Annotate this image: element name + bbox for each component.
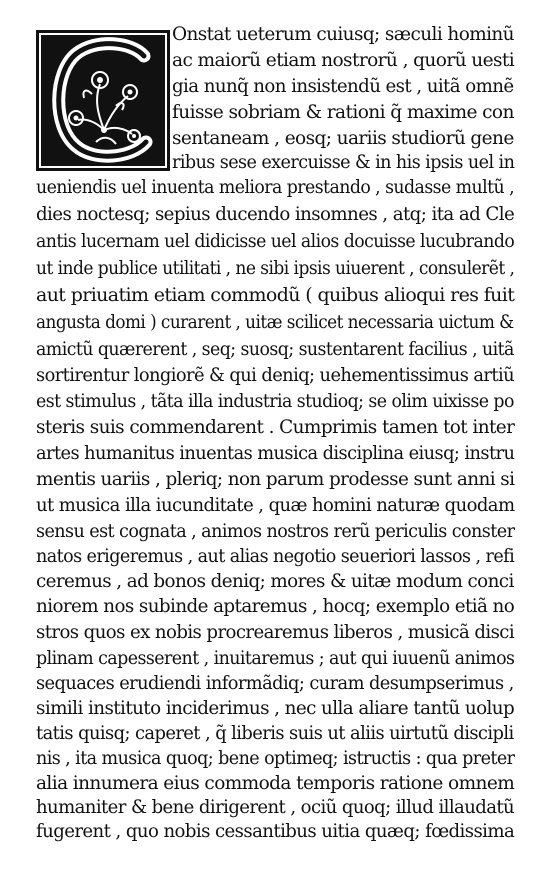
decorated-initial-C-icon xyxy=(36,30,170,171)
text-line: alia innumera eius commoda temporis ratione omnem xyxy=(36,773,515,794)
text-line: antis lucernam uel didicisse uel alios docuisse lucubrando xyxy=(36,231,515,252)
text-line: ceremus , ad bonos deniq; mores & uitæ modum conci xyxy=(36,571,514,592)
text-line: ut musica illa iucunditate , quæ homini naturæ quodam xyxy=(36,495,515,516)
text-line: steris suis commendarent . Cumprimis tamen tot inter xyxy=(36,417,515,438)
text-line: Onstat ueterum cuiusq; sæculi hominũ xyxy=(172,24,514,45)
text-line: artes humanitus inuentas musica disciplina eiusq; instru xyxy=(36,443,515,464)
text-line: plinam capesserent , inuitaremus ; aut qui iuuenũ animos xyxy=(36,648,515,669)
text-line: stros quos ex nobis procrearemus liberos , musicã disci xyxy=(36,622,515,643)
text-line: sensu est cognata , animos nostros rerũ periculis conster xyxy=(36,521,515,542)
text-line: dies noctesq; sepius ducendo insomnes , atq; ita ad Cle xyxy=(36,204,515,225)
text-line: aut priuatim etiam commodũ ( quibus alioqui res fuit xyxy=(36,285,515,306)
text-line: amictũ quærerent , seq; suosq; sustentarent facilius , uitã xyxy=(36,339,514,360)
text-line: sequaces erudiendi informãdiq; curam desumpserimus , xyxy=(36,673,514,694)
text-line: ueniendis uel inuenta meliora prestando , sudasse multũ , xyxy=(36,177,515,198)
text-line: sentaneam , eosq; uariis studiorũ gene xyxy=(172,128,514,149)
text-line: niorem nos subinde aptaremus , hocq; exemplo etiã no xyxy=(36,596,515,617)
text-line: gia nunq̃ non insistendũ est , uitã omnẽ xyxy=(172,76,514,97)
text-line: mentis uariis , pleriq; non parum prodesse sunt anni si xyxy=(36,469,515,490)
text-line: sortirentur longiorẽ & qui deniq; uehementissimus artiũ xyxy=(36,365,514,386)
text-line: simili instituto inciderimus , nec ulla aliare tantũ uolup xyxy=(36,698,515,719)
text-line: ribus sese exercuisse & in his ipsis uel in xyxy=(172,152,515,173)
text-line: ac maiorũ etiam nostrorũ , quorũ uesti xyxy=(172,50,515,71)
text-line: natos erigeremus , aut alias negotio seueriori lassos , refi xyxy=(36,546,515,567)
text-line: fuisse sobriam & rationi q̃ maxime con xyxy=(172,102,514,123)
text-line: angusta domi ) curarent , uitæ scilicet necessaria uictum & xyxy=(36,312,514,333)
text-line: ut inde publice utilitati , ne sibi ipsis uiuerent , consulerẽt , xyxy=(36,258,515,279)
text-line: tatis quisq; caperet , q̃ liberis suis ut aliis uirtutũ discipli xyxy=(36,723,514,744)
text-line: nis , ita musica quoq; bene optimeq; istructis : qua preter xyxy=(36,748,515,769)
text-line: humaniter & bene dirigerent , ociũ quoq; illud illaudatũ xyxy=(36,797,515,818)
text-line: est stimulus , tãta illa industria studioq; se olim uixisse po xyxy=(36,391,514,412)
text-line: fugerent , quo nobis cessantibus uitia quæq; fœdissima xyxy=(36,821,515,842)
